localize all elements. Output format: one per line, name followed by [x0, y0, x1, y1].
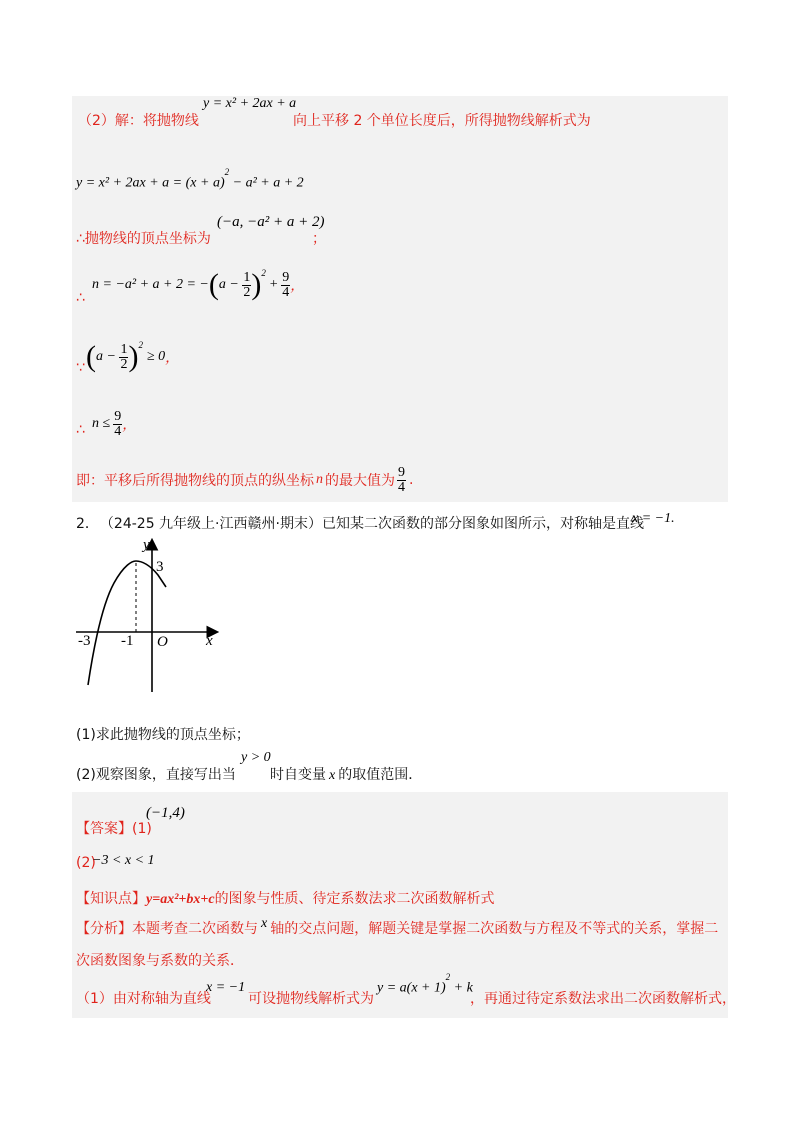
question2-part2: (2)观察图象，直接写出当 [76, 767, 236, 783]
because-symbol: ∵ [76, 360, 85, 376]
tick-label-neg3: -3 [78, 633, 91, 649]
question2-part1: (1)求此抛物线的顶点坐标； [76, 727, 250, 743]
solution-line1-suffix: 向上平移 2 个单位长度后，所得抛物线解析式为 [293, 113, 591, 129]
answer-part2-expr: −3 < x < 1 [92, 853, 155, 868]
y-axis-label: y [143, 537, 150, 553]
therefore-symbol-2: ∴ [76, 422, 85, 438]
solution-line6-expr: n ≤ $\frac{9}{4}$ ， [92, 408, 137, 439]
solution-line2-expr: $y = x^2 + 2ax + a = (x + a)^2 - a^2 + a + 2$ [76, 167, 304, 191]
solution-line3-prefix: ∴抛物线的顶点坐标为 [76, 231, 211, 247]
tick-label-neg1: -1 [121, 633, 134, 649]
parabola-graph [70, 535, 230, 705]
question2-stem: 2． （24-25 九年级上·江西赣州·期末）已知某二次函数的部分图象如图所示，对称轴是直线 [76, 516, 644, 532]
solution-line4-expr: n = −a² + a + 2 = − ( a − $\frac{1}{2}$ ) $^2$ + $\frac{9}{4}$ ， [92, 268, 305, 301]
step1-expr: x = −1 [206, 980, 246, 995]
parabola-curve [88, 561, 166, 685]
solution-line1-expr: y = x² + 2ax + a [203, 96, 297, 111]
solution-line3-expr: (−a, −a² + a + 2) [217, 214, 325, 230]
question2-part2-rest: 时自变量 x 的取值范围． [270, 767, 423, 783]
solution-line1-prefix: （2）解：将抛物线 [78, 113, 199, 129]
answer-part1-expr: (−1,4) [146, 805, 185, 821]
analysis-line1: 【分析】本题考查二次函数与 x 轴的交点问题，解题关键是掌握二次函数与方程及不等式的关系，掌握二 [76, 916, 719, 937]
answer-label: 【答案】(1) [76, 821, 152, 837]
solution-line7: 即：平移后所得抛物线的顶点的纵坐标 n 的最大值为 $\frac{9}{4}$ . [76, 464, 414, 495]
tick-label-3: 3 [156, 559, 164, 575]
step1-suffix: ，再通过待定系数法求出二次函数解析式， [470, 991, 736, 1007]
step1-expr2: $y = a(x + 1)^2 + k$ [377, 972, 473, 996]
knowledge-line: 【知识点】y=ax²+bx+c的图象与性质、待定系数法求二次函数解析式 [76, 891, 495, 907]
origin-label: O [157, 634, 168, 650]
answer-part2-prefix: (2) [76, 855, 96, 871]
question2-part2-cond: y > 0 [241, 750, 271, 765]
therefore-symbol-1: ∴ [76, 290, 85, 306]
solution-line5-expr: ( a − $\frac{1}{2}$ ) $^2$ ≥ 0 ， [86, 340, 180, 373]
x-axis-label: x [206, 633, 213, 649]
question2-axis-expr: x = −1. [632, 511, 675, 526]
analysis-line2: 次函数图象与系数的关系． [76, 953, 244, 969]
step1-line: （1）由对称轴为直线 [76, 991, 211, 1007]
step1-mid: 可设抛物线解析式为 [248, 991, 374, 1007]
solution-line3-suffix: ； [312, 231, 326, 247]
